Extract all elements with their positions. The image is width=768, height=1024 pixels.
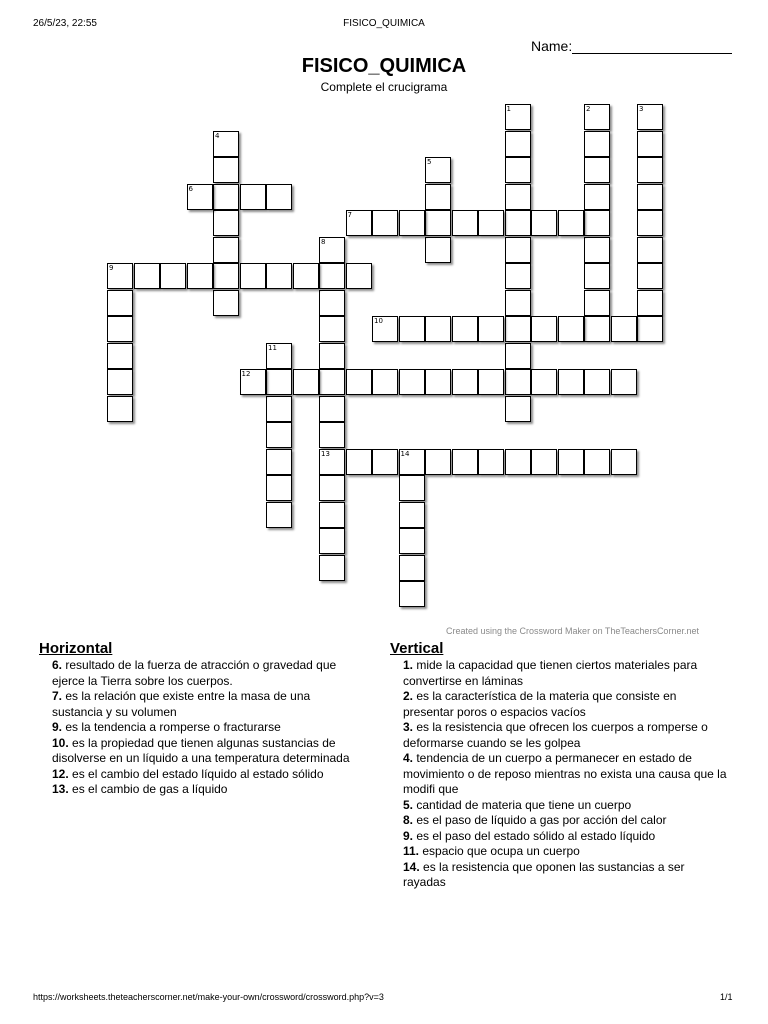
crossword-cell[interactable] bbox=[319, 396, 345, 422]
crossword-cell[interactable] bbox=[478, 449, 504, 475]
print-datetime: 26/5/23, 22:55 bbox=[33, 18, 97, 29]
crossword-cell[interactable] bbox=[584, 210, 610, 236]
crossword-cell[interactable] bbox=[505, 237, 531, 263]
clue-item bbox=[38, 767, 360, 783]
clue-item bbox=[389, 844, 729, 860]
crossword-cell[interactable] bbox=[584, 263, 610, 289]
crossword-cell[interactable] bbox=[319, 263, 345, 289]
clue-item-text: es el paso del estado sólido al estado líquido bbox=[413, 828, 656, 843]
crossword-cell[interactable] bbox=[637, 184, 663, 210]
crossword-cell[interactable] bbox=[372, 369, 398, 395]
clue-number: 4 bbox=[215, 131, 220, 140]
crossword-cell[interactable] bbox=[399, 210, 425, 236]
crossword-cell[interactable] bbox=[240, 369, 266, 395]
crossword-cell[interactable] bbox=[452, 449, 478, 475]
crossword-cell[interactable] bbox=[531, 210, 557, 236]
clue-item-number: 4. bbox=[403, 751, 414, 765]
page-subtitle: Complete el crucigrama bbox=[320, 80, 448, 94]
crossword-cell[interactable] bbox=[266, 475, 292, 501]
clue-number: 3 bbox=[639, 105, 644, 113]
clue-item-number: 1. bbox=[403, 658, 414, 672]
clue-item-text: es el cambio del estado líquido al estado sólido bbox=[68, 766, 324, 781]
crossword-cell[interactable] bbox=[399, 475, 425, 501]
crossword-cell[interactable] bbox=[319, 316, 345, 342]
crossword-cell[interactable] bbox=[372, 210, 398, 236]
clue-item-text: mide la capacidad que tienen ciertos materiales para convertirse en láminas bbox=[403, 658, 698, 688]
crossword-cell[interactable] bbox=[319, 343, 345, 369]
crossword-cell[interactable] bbox=[107, 343, 133, 369]
crossword-cell[interactable] bbox=[505, 131, 531, 157]
crossword-cell[interactable] bbox=[505, 343, 531, 369]
crossword-cell[interactable] bbox=[452, 210, 478, 236]
crossword-cell[interactable] bbox=[425, 210, 451, 236]
print-page-number: 1/1 bbox=[720, 992, 733, 1002]
clue-number: 8 bbox=[321, 237, 326, 246]
crossword-cell[interactable] bbox=[107, 290, 133, 316]
crossword-cell[interactable] bbox=[425, 449, 451, 475]
clue-item-text: cantidad de materia que tiene un cuerpo bbox=[413, 797, 632, 812]
crossword-cell[interactable] bbox=[478, 210, 504, 236]
clue-item-text: es la relación que existe entre la masa de una sustancia y su volumen bbox=[52, 689, 311, 719]
crossword-cell[interactable] bbox=[266, 422, 292, 448]
crossword-cell[interactable] bbox=[531, 369, 557, 395]
crossword-cell[interactable] bbox=[187, 184, 213, 210]
crossword-cell[interactable] bbox=[266, 184, 292, 210]
clue-item-number: 9. bbox=[403, 828, 414, 843]
crossword-cell[interactable] bbox=[293, 263, 319, 289]
clue-item-text: tendencia de un cuerpo a permanecer en estado de movimiento o de reposo mientras no exista una causa que la modifi que bbox=[403, 751, 727, 796]
crossword-cell[interactable] bbox=[584, 369, 610, 395]
clue-item-text: es la resistencia que ofrecen los cuerpos a romperse o deformarse cuando se les golpea bbox=[403, 720, 708, 750]
crossword-cell[interactable] bbox=[107, 396, 133, 422]
clue-item-number: 13. bbox=[52, 782, 69, 796]
crossword-cell[interactable] bbox=[505, 184, 531, 210]
crossword-cell[interactable] bbox=[611, 369, 637, 395]
crossword-cell[interactable] bbox=[478, 316, 504, 342]
clue-item bbox=[38, 720, 360, 736]
crossword-cell[interactable] bbox=[319, 290, 345, 316]
crossword-cell[interactable] bbox=[505, 157, 531, 183]
crossword-cell[interactable] bbox=[346, 263, 372, 289]
crossword-cell[interactable] bbox=[505, 263, 531, 289]
page-title: FISICO_QUIMICA bbox=[301, 55, 467, 77]
crossword-cell[interactable] bbox=[637, 131, 663, 157]
crossword-cell[interactable] bbox=[213, 131, 239, 157]
clue-item-number: 2. bbox=[403, 689, 414, 703]
credit-text: Created using the Crossword Maker on TheTeachersCorner.net bbox=[446, 626, 699, 636]
crossword-cell[interactable] bbox=[266, 449, 292, 475]
crossword-cell[interactable] bbox=[505, 316, 531, 342]
crossword-cell[interactable] bbox=[160, 263, 186, 289]
clue-item bbox=[38, 782, 360, 798]
clue-item-number: 5. bbox=[403, 797, 414, 812]
clue-item-number: 11. bbox=[403, 844, 420, 858]
crossword-cell[interactable] bbox=[266, 502, 292, 528]
crossword-cell[interactable] bbox=[584, 104, 610, 130]
crossword-cell[interactable] bbox=[452, 316, 478, 342]
clue-item bbox=[389, 689, 729, 720]
crossword-cell[interactable] bbox=[425, 157, 451, 183]
crossword-cell[interactable] bbox=[240, 184, 266, 210]
crossword-cell[interactable] bbox=[319, 475, 345, 501]
crossword-cell[interactable] bbox=[240, 263, 266, 289]
clue-item-text: es la tendencia a romperse o fracturarse bbox=[62, 720, 281, 734]
clue-item-text: resultado de la fuerza de atracción o gravedad que ejerce la Tierra sobre los cuerpos. bbox=[52, 658, 337, 688]
crossword-cell[interactable] bbox=[584, 237, 610, 263]
name-label: Name: bbox=[531, 38, 573, 54]
crossword-cell[interactable] bbox=[637, 237, 663, 263]
crossword-cell[interactable] bbox=[452, 369, 478, 395]
crossword-cell[interactable] bbox=[558, 210, 584, 236]
clue-number: 5 bbox=[427, 158, 432, 166]
clue-item-text: es la propiedad que tienen algunas sustancias de disolverse en un líquido a una temperatura determinada bbox=[52, 735, 350, 765]
clue-item-number: 12. bbox=[52, 766, 69, 781]
crossword-cell[interactable] bbox=[319, 528, 345, 554]
crossword-cell[interactable] bbox=[425, 237, 451, 263]
clue-number: 13 bbox=[321, 449, 330, 458]
clue-item bbox=[389, 658, 729, 689]
clue-item-number: 10. bbox=[52, 735, 69, 750]
crossword-cell[interactable] bbox=[107, 263, 133, 289]
crossword-cell[interactable] bbox=[213, 210, 239, 236]
crossword-cell[interactable] bbox=[213, 184, 239, 210]
crossword-cell[interactable] bbox=[505, 396, 531, 422]
crossword-cell[interactable] bbox=[399, 528, 425, 554]
clue-item bbox=[389, 860, 729, 891]
crossword-cell[interactable] bbox=[213, 237, 239, 263]
crossword-cell[interactable] bbox=[346, 210, 372, 236]
clue-item-text: es la característica de la materia que consiste en presentar poros o espacios vacíos bbox=[403, 689, 677, 719]
crossword-cell[interactable] bbox=[637, 104, 663, 130]
horizontal-heading: Horizontal bbox=[39, 640, 113, 657]
crossword-cell[interactable] bbox=[558, 369, 584, 395]
clue-item-number: 9. bbox=[52, 720, 63, 734]
crossword-cell[interactable] bbox=[319, 422, 345, 448]
clue-item-number: 14. bbox=[403, 859, 420, 874]
crossword-cell[interactable] bbox=[319, 555, 345, 581]
clue-item-number: 6. bbox=[52, 658, 63, 672]
clue-item-number: 7. bbox=[52, 689, 63, 703]
crossword-cell[interactable] bbox=[319, 369, 345, 395]
vertical-heading: Vertical bbox=[390, 640, 444, 657]
crossword-cell[interactable] bbox=[505, 290, 531, 316]
crossword-cell[interactable] bbox=[399, 581, 425, 607]
crossword-cell[interactable] bbox=[637, 210, 663, 236]
crossword-cell[interactable] bbox=[425, 184, 451, 210]
crossword-cell[interactable] bbox=[531, 449, 557, 475]
crossword-cell[interactable] bbox=[266, 369, 292, 395]
crossword-cell[interactable] bbox=[505, 369, 531, 395]
crossword-cell[interactable] bbox=[266, 263, 292, 289]
crossword-cell[interactable] bbox=[637, 316, 663, 342]
print-url: https://worksheets.theteacherscorner.net/make-your-own/crossword/crossword.php?v=3 bbox=[33, 992, 384, 1002]
vertical-clues bbox=[389, 658, 729, 891]
crossword-cell[interactable] bbox=[107, 369, 133, 395]
clue-item-text: es el cambio de gas a líquido bbox=[68, 782, 228, 796]
crossword-cell[interactable] bbox=[399, 369, 425, 395]
crossword-cell[interactable] bbox=[319, 449, 345, 475]
crossword-cell[interactable] bbox=[372, 316, 398, 342]
clue-item-text: es el paso de líquido a gas por acción del calor bbox=[413, 813, 667, 827]
clue-item-text: es la resistencia que oponen las sustancias a ser rayadas bbox=[403, 859, 685, 889]
crossword-cell[interactable] bbox=[478, 369, 504, 395]
clue-number: 1 bbox=[506, 105, 511, 113]
crossword-cell[interactable] bbox=[505, 210, 531, 236]
crossword-cell[interactable] bbox=[584, 157, 610, 183]
crossword-cell[interactable] bbox=[213, 157, 239, 183]
crossword-cell[interactable] bbox=[425, 369, 451, 395]
clue-item bbox=[38, 736, 360, 767]
clue-item bbox=[389, 720, 729, 751]
crossword-cell[interactable] bbox=[584, 449, 610, 475]
crossword-cell[interactable] bbox=[584, 131, 610, 157]
clue-item bbox=[38, 658, 360, 689]
crossword-cell[interactable] bbox=[584, 290, 610, 316]
crossword-cell[interactable] bbox=[399, 449, 425, 475]
crossword-cell[interactable] bbox=[319, 237, 345, 263]
crossword-cell[interactable] bbox=[134, 263, 160, 289]
crossword-cell[interactable] bbox=[107, 316, 133, 342]
crossword-cell[interactable] bbox=[187, 263, 213, 289]
clue-item bbox=[389, 829, 729, 845]
crossword-cell[interactable] bbox=[213, 263, 239, 289]
crossword-cell[interactable] bbox=[558, 316, 584, 342]
crossword-cell[interactable] bbox=[637, 263, 663, 289]
crossword-cell[interactable] bbox=[611, 316, 637, 342]
clue-number: 2 bbox=[586, 105, 591, 113]
horizontal-clues bbox=[38, 658, 360, 798]
crossword-cell[interactable] bbox=[266, 343, 292, 369]
crossword-cell[interactable] bbox=[372, 449, 398, 475]
clue-item bbox=[38, 689, 360, 720]
crossword-cell[interactable] bbox=[399, 502, 425, 528]
crossword-cell[interactable] bbox=[611, 449, 637, 475]
crossword-cell[interactable] bbox=[425, 316, 451, 342]
crossword-cell[interactable] bbox=[558, 449, 584, 475]
clue-number: 7 bbox=[347, 211, 352, 219]
crossword-cell[interactable] bbox=[399, 555, 425, 581]
crossword-cell[interactable] bbox=[213, 290, 239, 316]
clue-number: 12 bbox=[241, 370, 251, 378]
clue-item bbox=[389, 798, 729, 814]
print-doc-title: FISICO_QUIMICA bbox=[343, 18, 425, 29]
clue-item-text: espacio que ocupa un cuerpo bbox=[419, 844, 580, 858]
clue-item bbox=[389, 751, 729, 798]
clue-item-number: 3. bbox=[403, 720, 414, 734]
crossword-cell[interactable] bbox=[266, 396, 292, 422]
crossword-cell[interactable] bbox=[531, 316, 557, 342]
crossword-cell[interactable] bbox=[584, 184, 610, 210]
clue-number: 14 bbox=[400, 449, 410, 458]
clue-number: 6 bbox=[188, 184, 193, 193]
crossword-cell[interactable] bbox=[505, 104, 531, 130]
crossword-cell[interactable] bbox=[505, 449, 531, 475]
crossword-cell[interactable] bbox=[293, 369, 319, 395]
clue-number: 9 bbox=[109, 264, 114, 272]
crossword-cell[interactable] bbox=[637, 157, 663, 183]
crossword-cell[interactable] bbox=[346, 449, 372, 475]
clue-number: 10 bbox=[374, 317, 383, 325]
crossword-cell[interactable] bbox=[319, 502, 345, 528]
crossword-cell[interactable] bbox=[584, 316, 610, 342]
crossword-cell[interactable] bbox=[637, 290, 663, 316]
clue-item-number: 8. bbox=[403, 813, 414, 827]
crossword-cell[interactable] bbox=[346, 369, 372, 395]
clue-number: 11 bbox=[268, 343, 277, 352]
crossword-cell[interactable] bbox=[399, 316, 425, 342]
clue-item bbox=[389, 813, 729, 829]
